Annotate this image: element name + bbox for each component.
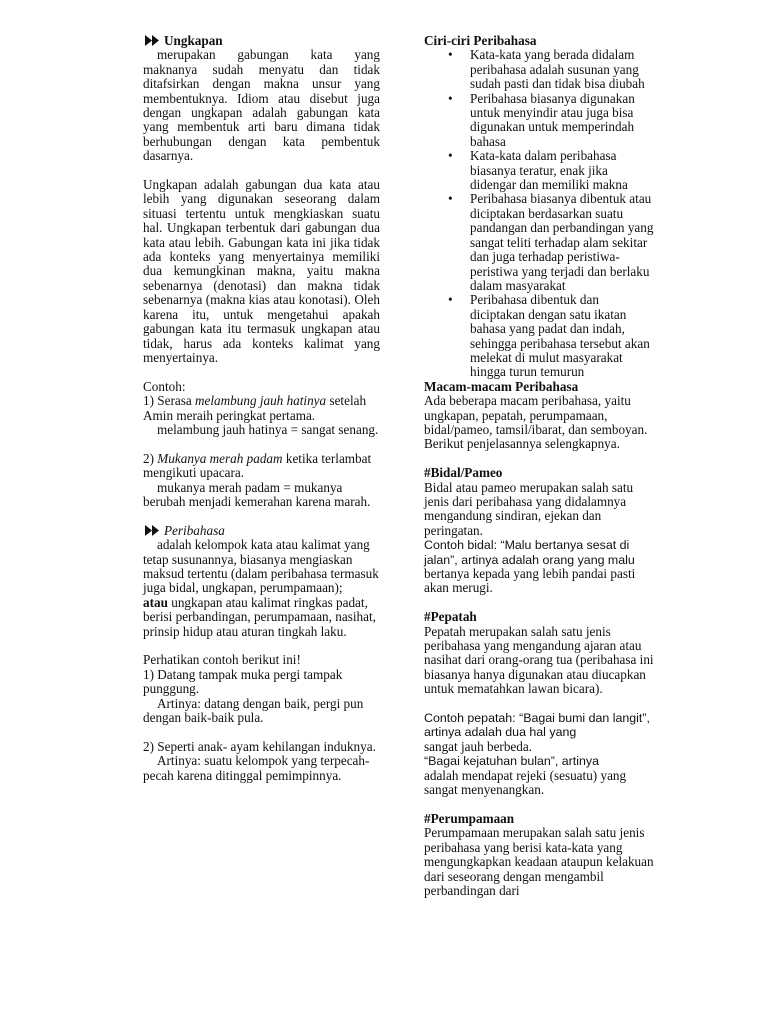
bullet-icon: • [448,148,453,164]
peribahasa-heading: Peribahasa [143,524,380,538]
bidal-text: Bidal atau pameo merupakan salah satu jenis dari peribahasa yang didalamnya mengandung sindiran, ejekan dan peringatan. [424,479,634,538]
perumpamaan-text: Perumpamaan merupakan salah satu jenis peribahasa yang berisi kata-kata yang mengungkapkan keadaan ataupun kelakuan dari seseorang dengan mengambil perbandingan dari [424,825,654,898]
ciri-heading: Ciri-ciri Peribahasa [424,33,537,48]
list-item: • Kata-kata yang berada didalam peribahasa adalah susunan yang sudah pasti dan tidak bisa diubah [448,47,645,92]
ciri-list [424,48,656,379]
pepatah-text: Pepatah merupakan salah satu jenis peribahasa yang mengandung ajaran atau nasihat dari orang-orang tua (peribahasa ini biasanya hanya digunakan atau diucapkan untuk mematahkan lawan bicara). [424,623,654,697]
ungkapan-example-1-meaning: melambung jauh hatinya = sangat senang. [157,421,379,437]
peribahasa-example-2-meaning: Artinya: suatu kelompok yang terpecah-pecah karena ditinggal pemimpinnya. [143,753,370,783]
peribahasa-example-1: 1) Datang tampak muka pergi tampak punggung. [143,666,343,697]
ungkapan-paragraph: Ungkapan adalah gabungan dua kata atau lebih yang digunakan seseorang dalam situasi tertentu untuk mengkiaskan suatu hal. Ungkapan terbentuk dari gabungan dua kata atau lebih. Gabungan kata ini jika tidak ada konteks yang menyertainya memiliki dua kemungkinan makna, yaitu makna sebenarnya (denotasi) dan makna tidak sebenarnya (makna kias atau konotasi). Oleh karena itu, untuk mengetahui apakah gabungan kata itu termasuk ungkapan atau tidak, harus ada konteks kalimat yang menyertainya. [143,177,380,365]
pepatah-heading: #Pepatah [424,609,477,625]
macam-text: Ada beberapa macam peribahasa, yaitu ungkapan, pepatah, perumpamaan, bidal/pameo, tamsil/ibarat, dan semboyan. Berikut penjelasannya selengkapnya. [424,393,648,452]
right-column [424,34,656,898]
double-arrow-icon [145,35,162,46]
ungkapan-example-2-meaning: mukanya merah padam = mukanya berubah menjadi kemerahan karena marah. [143,479,371,509]
contoh-label: Contoh: [143,378,186,394]
bullet-icon: • [448,191,453,207]
list-item: • Peribahasa dibentuk dan diciptakan dengan satu ikatan bahasa yang padat dan indah, sehingga peribahasa tersebut akan melekat di mulut masyarakat hingga turun temurun [448,292,650,380]
pepatah-contoh-1: Contoh pepatah: “Bagai bumi dan langit”, artinya adalah dua hal yang [424,711,650,740]
ungkapan-heading: Ungkapan [143,34,380,48]
ungkapan-example-1: 1) Serasa melambung jauh hatinya setelah Amin meraih peringkat pertama. [143,393,367,423]
left-column [143,34,380,783]
list-item: • Peribahasa biasanya dibentuk atau diciptakan berdasarkan suatu pandangan dan perbandingan yang sangat teliti terhadap alam sekitar dan juga terhadap peristiwa-peristiwa yang terjadi dan berlaku dalam masyarakat [448,191,654,293]
bidal-contoh-cont: bertanya kepada yang lebih pandai pasti akan merugi. [424,566,636,596]
bullet-icon: • [448,47,453,63]
bullet-icon: • [448,90,453,106]
peribahasa-definition-2: atau ungkapan atau kalimat ringkas padat, berisi perbandingan, perumpamaan, nasihat, prinsip hidup atau aturan tingkah laku. [143,594,376,639]
macam-heading: Macam-macam Peribahasa [424,378,579,394]
list-item: • Peribahasa biasanya digunakan untuk menyindir atau juga bisa digunakan untuk memperindah bahasa [448,90,635,149]
ungkapan-definition: merupakan gabungan kata yang maknanya sudah menyatu dan tidak ditafsirkan dengan makna unsur yang membentuknya. Idiom atau disebut juga dengan ungkapan adalah gabungan kata yang membentuk arti baru dimana tidak berhubungan dengan kata pembentuk dasarnya. [143,47,380,164]
bullet-icon: • [448,292,453,308]
bidal-heading: #Bidal/Pameo [424,465,503,481]
peribahasa-example-1-meaning: Artinya: datang dengan baik, pergi pun dengan baik-baik pula. [143,695,364,726]
peribahasa-example-2: 2) Seperti anak- ayam kehilangan induknya. [143,738,376,754]
bidal-contoh: Contoh bidal: “Malu bertanya sesat di jalan”, artinya adalah orang yang malu [424,538,635,567]
double-arrow-icon [145,525,162,536]
pepatah-contoh-2-cont: adalah mendapat rejeki (sesuatu) yang sangat menyenangkan. [424,767,627,798]
list-item: • Kata-kata dalam peribahasa biasanya teratur, enak jika didengar dan memiliki makna [448,148,628,193]
perumpamaan-heading: #Perumpamaan [424,810,515,826]
perhatikan-text: Perhatikan contoh berikut ini! [143,652,301,668]
pepatah-contoh-1-cont: sangat jauh berbeda. [424,738,533,754]
pepatah-contoh-2: “Bagai kejatuhan bulan”, artinya [424,754,599,769]
peribahasa-definition: adalah kelompok kata atau kalimat yang tetap susunannya, biasanya mengiaskan maksud tertentu (dalam peribahasa termasuk juga bidal, ungkapan, perumpamaan); [143,537,379,596]
ungkapan-example-2: 2) Mukanya merah padam ketika terlambat mengikuti upacara. [143,450,372,481]
